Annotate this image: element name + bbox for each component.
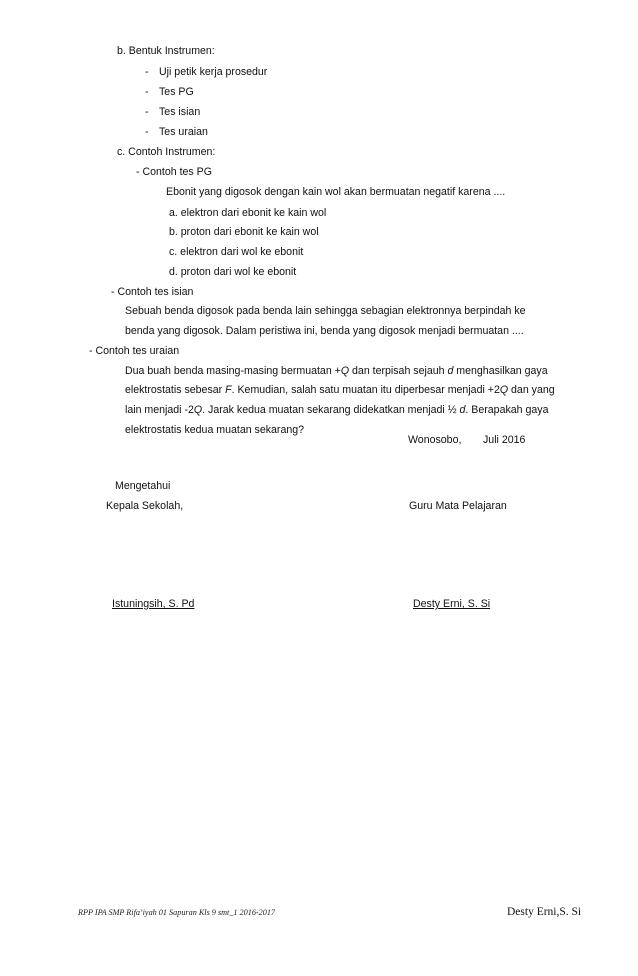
text-segment: . Berapakah gaya [465,404,549,416]
text-segment: lain menjadi -2 [125,404,194,416]
uraian-line-1 [125,365,548,377]
uraian-label: - Contoh tes uraian [89,345,180,357]
mengetahui-label: Mengetahui [115,480,171,492]
text-segment: . Jarak kedua muatan sekarang didekatkan menjadi ½ [202,404,460,416]
text-segment: dan yang [508,384,555,396]
right-signer-title: Guru Mata Pelajaran [409,500,507,512]
list-item-dash: - [145,106,149,118]
section-c-label: c. Contoh Instrumen: [117,146,216,158]
signature-place: Wonosobo, [408,434,462,446]
uraian-line-3 [125,404,548,416]
variable-f: F [225,384,232,396]
variable-d: d [459,404,466,416]
variable-d: d [447,365,454,377]
list-item: Tes isian [159,106,201,118]
text-segment: dan terpisah sejauh [349,365,448,377]
variable-q: Q [340,365,350,377]
list-item: Tes uraian [159,126,208,138]
pg-label: - Contoh tes PG [136,166,212,178]
text-segment: menghasilkan gaya [453,365,548,377]
section-b-label: b. Bentuk Instrumen: [117,45,215,57]
list-item-dash: - [145,66,149,78]
list-item-dash: - [145,126,149,138]
pg-option: d. proton dari wol ke ebonit [169,266,297,278]
isian-line: benda yang digosok. Dalam peristiwa ini, benda yang digosok menjadi bermuatan .... [125,325,524,337]
text-segment: . Kemudian, salah satu muatan itu diperbesar menjadi +2 [231,384,500,396]
list-item: Tes PG [159,86,194,98]
pg-option: b. proton dari ebonit ke kain wol [169,226,319,238]
signature-date: Juli 2016 [483,434,526,446]
variable-q: Q [499,384,509,396]
isian-line: Sebuah benda digosok pada benda lain sehingga sebagian elektronnya berpindah ke [125,305,526,317]
list-item-dash: - [145,86,149,98]
variable-q: Q [193,404,203,416]
left-signer-title: Kepala Sekolah, [106,500,184,512]
list-item: Uji petik kerja prosedur [159,66,268,78]
pg-question: Ebonit yang digosok dengan kain wol akan bermuatan negatif karena .... [166,186,506,198]
uraian-line-4: elektrostatis kedua muatan sekarang? [125,424,305,436]
left-signer-name: Istuningsih, S. Pd [112,598,195,610]
text-segment: elektrostatis sebesar [125,384,226,396]
right-signer-name: Desty Erni, S. Si [413,598,491,610]
footer-author: Desty Erni,S. Si [507,906,582,918]
footer-document-title: RPP IPA SMP Rifa’iyah 01 Sapuran Kls 9 smt_1 2016-2017 [78,908,276,917]
pg-option: a. elektron dari ebonit ke kain wol [169,207,327,219]
text-segment: Dua buah benda masing-masing bermuatan + [125,365,341,377]
pg-option: c. elektron dari wol ke ebonit [169,246,304,258]
uraian-line-2 [125,384,555,396]
isian-label: - Contoh tes isian [111,286,194,298]
